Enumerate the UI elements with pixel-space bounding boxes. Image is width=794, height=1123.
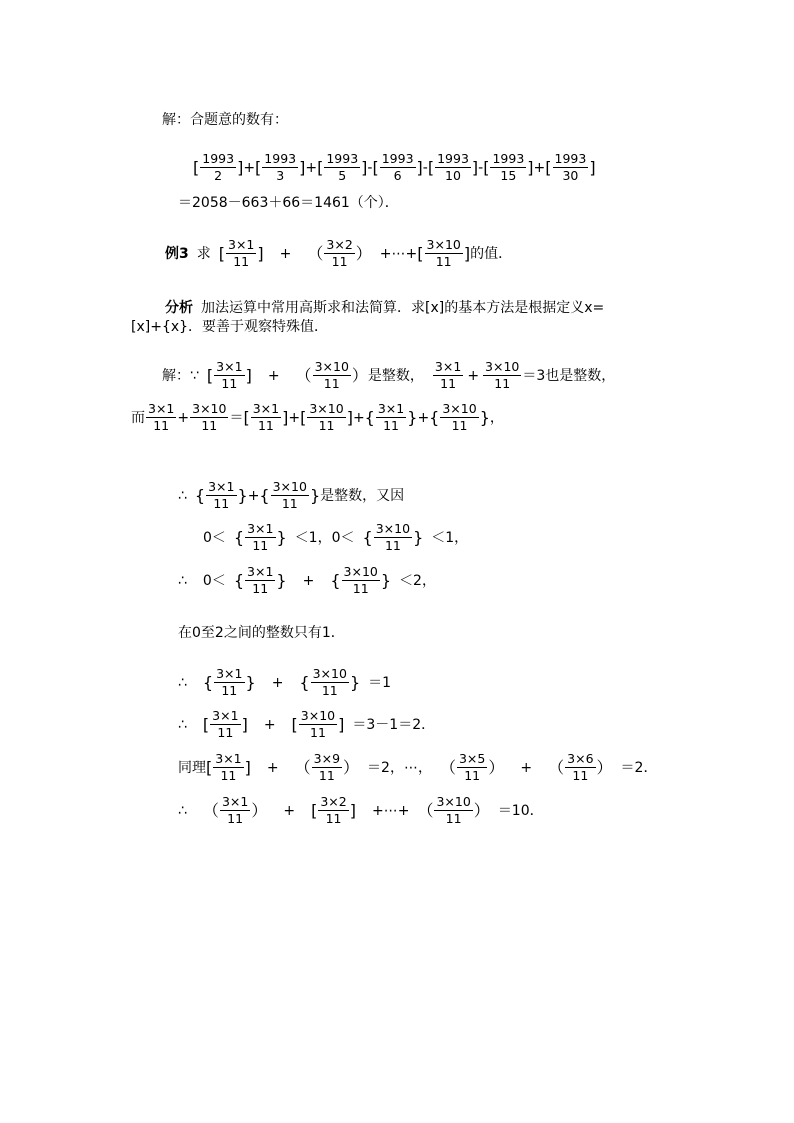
bracket: ]: [463, 243, 471, 263]
denominator: 11: [445, 811, 462, 826]
denominator: 11: [318, 418, 335, 433]
numerator: 3×10: [375, 521, 411, 536]
denominator: 11: [384, 538, 401, 553]
denominator: 11: [281, 496, 298, 511]
numerator: 1993: [326, 151, 359, 166]
fraction: [425, 238, 463, 269]
bracket: [: [193, 157, 200, 177]
brace: {: [299, 672, 310, 692]
therefore-symbol: ∴: [178, 674, 187, 691]
fraction: [206, 480, 236, 511]
bracket: ]: [257, 243, 264, 263]
lt-one: ＜1，: [294, 529, 332, 546]
bracket: ]: [349, 800, 356, 820]
fraction: [299, 709, 337, 740]
denominator: 11: [221, 683, 238, 698]
bracket: [: [255, 157, 262, 177]
brace: {: [233, 527, 245, 547]
denominator: 2: [214, 168, 223, 183]
lt-two: ＜2，: [399, 572, 436, 589]
brace: }: [276, 527, 287, 547]
plus-sign: +: [302, 572, 315, 589]
bracket: [: [291, 714, 298, 734]
brace: （: [439, 757, 456, 777]
bracket: ]: [237, 157, 244, 177]
example3-qiu: 求: [196, 245, 211, 262]
fraction: [245, 522, 275, 553]
brace: ）: [473, 800, 490, 820]
bracket: [: [317, 157, 324, 177]
brace: }: [237, 485, 248, 505]
bracket: ]: [471, 157, 479, 177]
lt-one: ＜1，: [431, 529, 469, 546]
solution-line-3: [178, 480, 404, 511]
bracket: ]: [346, 407, 353, 427]
numerator: 1993: [492, 151, 525, 166]
denominator: 11: [201, 418, 218, 433]
fraction: [318, 795, 348, 826]
brace: }: [407, 407, 418, 427]
plus-sign: +: [520, 759, 533, 776]
brace: ）: [343, 757, 360, 777]
fraction: [214, 360, 244, 391]
numerator: 3×1: [215, 751, 242, 766]
operator-sign: +: [533, 159, 546, 176]
fraction: [434, 795, 472, 826]
plus-sign: +: [263, 716, 276, 733]
brace: ）: [596, 757, 613, 777]
fraction: [483, 360, 521, 391]
operator-sign: -: [478, 159, 484, 176]
denominator: 11: [440, 376, 457, 391]
ellipsis: +⋯+: [379, 245, 418, 262]
equals-sign: ＝: [229, 409, 244, 426]
solution-line-4: [203, 522, 468, 553]
bracket: [: [545, 157, 552, 177]
bracket: [: [243, 407, 250, 427]
bracket: ]: [245, 365, 252, 385]
solution-line-1: [162, 360, 615, 391]
fraction: [190, 402, 228, 433]
analysis-line-1: [165, 300, 604, 316]
numerator: 3×1: [148, 401, 175, 416]
numerator: 3×10: [314, 359, 349, 374]
solution-line-5: [178, 565, 436, 596]
denominator: 11: [318, 768, 335, 783]
solution-line-10: [178, 795, 544, 826]
brace: }: [309, 485, 321, 505]
bracket: [: [417, 243, 424, 263]
bracket: [: [427, 157, 435, 177]
plus-sign: +: [352, 409, 365, 426]
fraction: [313, 360, 351, 391]
fraction: [262, 152, 298, 183]
denominator: 11: [331, 254, 348, 269]
brace: {: [362, 527, 373, 547]
analysis-text-2: [x]+{x}．要善于观察特殊值．: [131, 319, 329, 335]
therefore-symbol: ∴: [178, 572, 187, 589]
analysis-text-1: 加法运算中常用高斯求和法简算．求[x]的基本方法是根据定义x=: [201, 300, 605, 316]
fraction: [553, 152, 589, 183]
denominator: 11: [352, 581, 369, 596]
is-integer-text: 是整数，又因: [320, 487, 405, 504]
numerator: 3×10: [192, 401, 227, 416]
plus-sign: +: [177, 409, 190, 426]
numerator: 3×1: [216, 359, 243, 374]
denominator: 11: [221, 376, 238, 391]
denominator: 11: [217, 725, 234, 740]
result-text: ＝2058－663＋66＝1461（个）．: [178, 195, 399, 211]
brace: }: [413, 527, 424, 547]
denominator: 5: [338, 168, 347, 183]
integer-between-text: 在0至2之间的整数只有1．: [178, 625, 345, 641]
numerator: 3×6: [567, 751, 594, 766]
denominator: 11: [325, 811, 342, 826]
denominator: 3: [276, 168, 285, 183]
fraction: [214, 667, 244, 698]
brace: }: [479, 407, 490, 427]
bracket: [: [372, 157, 379, 177]
brace: {: [330, 570, 341, 590]
denominator: 11: [213, 496, 230, 511]
numerator: 3×10: [442, 401, 477, 416]
bracket: ]: [244, 757, 251, 777]
intro-text: 解：合题意的数有：: [162, 112, 288, 128]
fraction: [251, 402, 281, 433]
fraction: [342, 565, 380, 596]
plus-sign: +: [288, 409, 301, 426]
numerator: 1993: [264, 151, 297, 166]
brace: ）: [351, 365, 368, 385]
brace: ）: [251, 800, 268, 820]
fraction: [435, 152, 471, 183]
floor-sum-line: [193, 152, 596, 183]
denominator: 11: [321, 683, 338, 698]
numerator: 3×1: [247, 521, 274, 536]
denominator: 11: [435, 254, 452, 269]
numerator: 3×10: [485, 359, 520, 374]
brace: （: [295, 365, 312, 385]
fraction: [380, 152, 416, 183]
plus-sign: +: [247, 487, 260, 504]
plus-sign: +: [271, 674, 284, 691]
solution-line-6: [178, 625, 345, 641]
bracket: [: [311, 800, 318, 820]
numerator: 3×1: [228, 237, 255, 252]
plus-sign: +: [267, 367, 280, 384]
numerator: 3×1: [208, 479, 235, 494]
fraction: [146, 402, 176, 433]
fraction: [245, 565, 275, 596]
therefore-symbol: ∴: [178, 487, 187, 504]
denominator: 11: [252, 581, 269, 596]
denominator: 6: [393, 168, 402, 183]
bracket: [: [483, 157, 490, 177]
plus-sign: +: [266, 759, 279, 776]
numerator: 3×1: [252, 401, 280, 416]
numerator: 3×10: [300, 708, 336, 723]
denominator: 15: [500, 168, 517, 183]
denominator: 11: [464, 768, 481, 783]
denominator: 11: [257, 418, 274, 433]
operator-sign: +: [243, 159, 256, 176]
brace: {: [202, 672, 214, 692]
numerator: 3×10: [272, 479, 307, 494]
bracket: ]: [338, 714, 345, 734]
brace: （: [548, 757, 565, 777]
solution-line-9: [178, 752, 657, 783]
bracket: [: [218, 243, 225, 263]
plus-sign: +: [279, 245, 292, 262]
bracket: ]: [361, 157, 368, 177]
denominator: 11: [572, 768, 589, 783]
operator-sign: -: [367, 159, 373, 176]
brace: ）: [488, 757, 505, 777]
fraction: [374, 522, 412, 553]
numerator: 3×10: [343, 564, 378, 579]
numerator: 3×10: [312, 666, 347, 681]
operator-sign: -: [422, 159, 428, 176]
tongli-text: 同理: [178, 759, 206, 776]
fraction: [440, 402, 478, 433]
equals-two-etc: ＝2，⋯，: [367, 759, 432, 776]
numerator: 3×2: [326, 237, 353, 252]
equals-one: ＝1: [368, 674, 392, 691]
therefore-symbol: ∴: [178, 802, 187, 819]
numerator: 1993: [437, 151, 469, 166]
brace: }: [276, 570, 287, 590]
fraction: [324, 238, 354, 269]
fraction: [213, 752, 243, 783]
brace: （: [294, 757, 311, 777]
brace: {: [194, 485, 206, 505]
numerator: 3×5: [458, 751, 486, 766]
numerator: 3×1: [434, 359, 462, 374]
brace: {: [233, 570, 245, 590]
brace: }: [349, 672, 361, 692]
solution-line-2: [131, 402, 504, 433]
plus-sign: +: [467, 367, 480, 384]
denominator: 11: [252, 538, 269, 553]
therefore-symbol: ∴: [178, 716, 187, 733]
example3-line: [165, 238, 512, 269]
zero-lt: 0＜: [203, 529, 226, 546]
numerator: 3×10: [436, 794, 471, 809]
comma: ，: [489, 409, 504, 426]
analysis-line-2: [131, 319, 328, 335]
denominator: 11: [451, 418, 468, 433]
brace: }: [380, 570, 392, 590]
fraction: [565, 752, 595, 783]
solution-because: 解：∵: [162, 367, 199, 384]
brace: {: [364, 407, 375, 427]
fraction: [433, 360, 463, 391]
numerator: 3×1: [221, 794, 249, 809]
solution-line-7: [178, 667, 391, 698]
numerator: 3×9: [313, 751, 341, 766]
equals-two: ＝3－1＝2．: [352, 716, 436, 733]
numerator: 3×1: [212, 708, 239, 723]
operator-sign: +: [305, 159, 318, 176]
brace: （: [202, 800, 219, 820]
fraction: [200, 152, 236, 183]
numerator: 3×1: [377, 401, 405, 416]
numerator: 3×1: [216, 666, 243, 681]
numerator: 3×1: [247, 564, 274, 579]
brace: {: [259, 485, 270, 505]
denominator: 11: [310, 725, 326, 740]
solution-line-8: [178, 709, 435, 740]
numerator: 3×10: [426, 237, 461, 252]
fraction: [307, 402, 345, 433]
zero-lt: 0＜: [202, 572, 226, 589]
bracket: ]: [527, 157, 534, 177]
floor-sum-result: [178, 195, 399, 211]
bracket: ]: [589, 157, 596, 177]
plus-sign: +: [283, 802, 296, 819]
example3-label: 例3: [165, 245, 189, 262]
bracket: [: [206, 757, 213, 777]
bracket: [: [202, 714, 210, 734]
bracket: ]: [282, 407, 289, 427]
fraction: [210, 709, 240, 740]
denominator: 11: [220, 768, 237, 783]
bracket: [: [206, 365, 214, 385]
brace: {: [429, 407, 440, 427]
is-integer-text: 是整数，: [367, 367, 424, 384]
bracket: ]: [241, 714, 248, 734]
brace: （: [417, 800, 434, 820]
denominator: 11: [233, 254, 250, 269]
fraction: [226, 238, 256, 269]
numerator: 1993: [554, 151, 587, 166]
denominator: 11: [323, 376, 340, 391]
fraction: [311, 667, 349, 698]
numerator: 3×10: [309, 401, 344, 416]
denominator: 11: [494, 376, 511, 391]
example3-end: 的值．: [470, 245, 513, 262]
equals-two-end: ＝2．: [620, 759, 658, 776]
fraction: [220, 795, 250, 826]
fraction: [271, 480, 309, 511]
numerator: 1993: [381, 151, 414, 166]
equals-three-text: ＝3也是整数，: [522, 367, 616, 384]
denominator: 11: [383, 418, 399, 433]
numerator: 1993: [202, 151, 235, 166]
fraction: [490, 152, 526, 183]
plus-sign: +: [417, 409, 430, 426]
denominator: 10: [445, 168, 461, 183]
denominator: 11: [227, 811, 244, 826]
fraction: [324, 152, 360, 183]
numerator: 3×2: [320, 794, 347, 809]
ellipsis: +⋯+: [371, 802, 410, 819]
bracket: ]: [416, 157, 423, 177]
brace: ）: [355, 243, 372, 263]
denominator: 11: [153, 418, 170, 433]
bracket: ]: [299, 157, 306, 177]
zero-lt: 0＜: [331, 529, 355, 546]
brace: }: [245, 672, 256, 692]
fraction: [376, 402, 406, 433]
equals-ten: ＝10．: [497, 802, 544, 819]
denominator: 30: [562, 168, 579, 183]
analysis-label: 分析: [165, 300, 193, 316]
fraction: [457, 752, 487, 783]
brace: （: [307, 243, 324, 263]
solution-intro: [162, 112, 288, 128]
er-text: 而: [131, 409, 145, 426]
bracket: [: [300, 407, 307, 427]
fraction: [312, 752, 342, 783]
